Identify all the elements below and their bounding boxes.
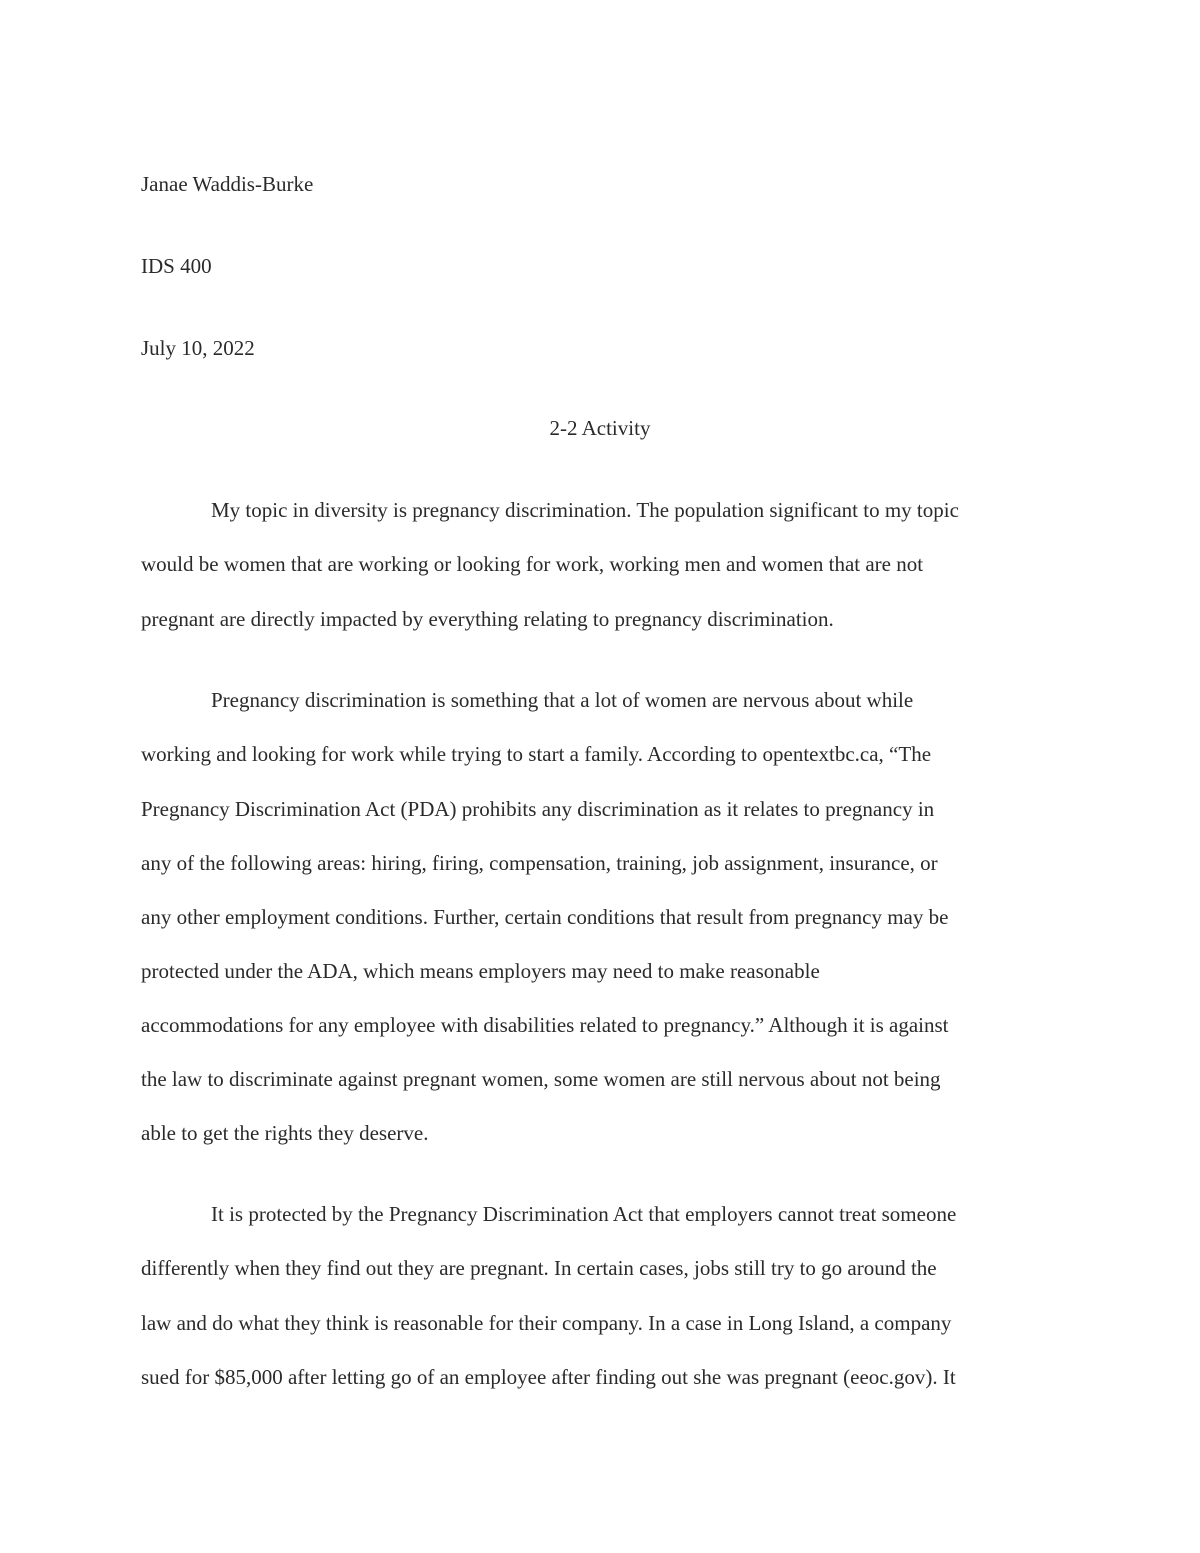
course-code: IDS 400 bbox=[141, 254, 212, 278]
paragraph-line: protected under the ADA, which means employers may need to make reasonable bbox=[141, 959, 820, 983]
paragraph-line: Pregnancy Discrimination Act (PDA) prohibits any discrimination as it relates to pregnancy in bbox=[141, 797, 935, 821]
author-name: Janae Waddis-Burke bbox=[141, 172, 314, 196]
paragraph-line: would be women that are working or looking for work, working men and women that are not bbox=[141, 552, 924, 576]
paragraph-line: any of the following areas: hiring, firing, compensation, training, job assignment, insurance, or bbox=[141, 851, 938, 875]
paragraph-line: pregnant are directly impacted by everything relating to pregnancy discrimination. bbox=[141, 607, 834, 631]
paragraph-line: differently when they find out they are pregnant. In certain cases, jobs still try to go around the bbox=[141, 1256, 937, 1280]
paragraph-line: Pregnancy discrimination is something that a lot of women are nervous about while bbox=[211, 688, 914, 712]
paragraph-line: the law to discriminate against pregnant women, some women are still nervous about not being bbox=[141, 1067, 941, 1091]
paragraph-line: law and do what they think is reasonable for their company. In a case in Long Island, a company bbox=[141, 1311, 952, 1335]
paragraph-line: working and looking for work while trying to start a family. According to opentextbc.ca, “The bbox=[141, 742, 932, 766]
paragraph-line: accommodations for any employee with disabilities related to pregnancy.” Although it is against bbox=[141, 1013, 949, 1037]
paragraph-line: able to get the rights they deserve. bbox=[141, 1121, 429, 1145]
paragraph-line: any other employment conditions. Further, certain conditions that result from pregnancy may be bbox=[141, 905, 949, 929]
paragraph-line: sued for $85,000 after letting go of an employee after finding out she was pregnant (eeoc.gov). It bbox=[141, 1365, 956, 1389]
document-date: July 10, 2022 bbox=[141, 336, 255, 360]
document-title: 2-2 Activity bbox=[549, 416, 651, 440]
paragraph-line: My topic in diversity is pregnancy discrimination. The population significant to my topic bbox=[211, 498, 959, 522]
paragraph-line: It is protected by the Pregnancy Discrimination Act that employers cannot treat someone bbox=[211, 1202, 957, 1226]
